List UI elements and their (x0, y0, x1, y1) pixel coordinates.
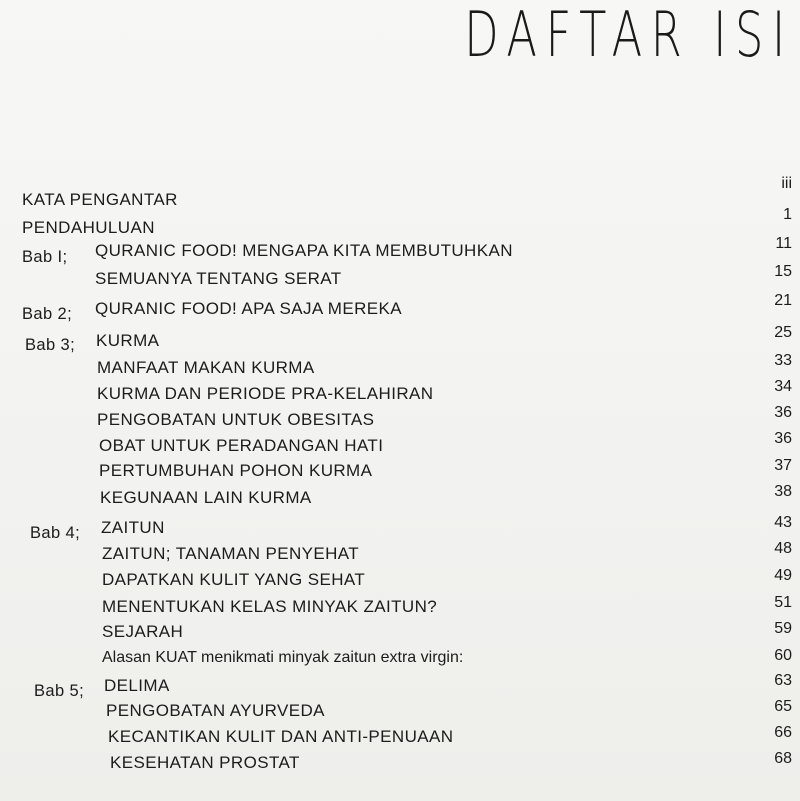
toc-page-number: 36 (774, 404, 792, 421)
toc-entry-text: Alasan KUAT menikmati minyak zaitun extra virgin: (102, 649, 464, 666)
chapter-label: Bab I; (22, 248, 68, 266)
chapter-label: Bab 3; (25, 336, 76, 354)
toc-entry-text: OBAT UNTUK PERADANGAN HATI (99, 436, 384, 455)
toc-entry-text: DAPATKAN KULIT YANG SEHAT (102, 570, 366, 589)
toc-page-number: 15 (774, 263, 792, 280)
toc-page-number: 43 (774, 514, 792, 531)
toc-entry-text: QURANIC FOOD! APA SAJA MEREKA (95, 299, 402, 318)
toc-entry-text: PENGOBATAN AYURVEDA (106, 701, 325, 720)
toc-page-number: 60 (774, 647, 792, 664)
toc-entry-text: QURANIC FOOD! MENGAPA KITA MEMBUTUHKAN (95, 241, 513, 260)
toc-page-number: 25 (774, 324, 792, 341)
toc-entry-text: PENGOBATAN UNTUK OBESITAS (97, 410, 375, 429)
chapter-label: Bab 5; (34, 682, 85, 700)
toc-page-number: 21 (774, 292, 792, 309)
toc-page-number: 1 (783, 206, 792, 223)
toc-page-number: 48 (774, 540, 792, 557)
toc-entry-text: KURMA DAN PERIODE PRA-KELAHIRAN (97, 384, 434, 403)
toc-page-number: 51 (774, 594, 792, 611)
toc-page-number: 59 (774, 620, 792, 637)
toc-entry-text: KATA PENGANTAR (22, 190, 178, 209)
toc-entry-text: MANFAAT MAKAN KURMA (97, 358, 315, 377)
toc-entry-text: ZAITUN (101, 518, 165, 537)
toc-entry-text: PERTUMBUHAN POHON KURMA (99, 461, 373, 480)
toc-page-number: 68 (774, 750, 792, 767)
toc-page-number: 37 (774, 457, 792, 474)
toc-page-number: iii (781, 175, 792, 192)
toc-page-number: 66 (774, 724, 792, 741)
toc-entry-text: KURMA (96, 331, 160, 350)
toc-page-number: 34 (774, 378, 792, 395)
toc-entry-text: KEGUNAAN LAIN KURMA (100, 488, 312, 507)
toc-page-number: 36 (774, 430, 792, 447)
toc-page-number: 33 (774, 352, 792, 369)
chapter-label: Bab 4; (30, 524, 81, 542)
toc-page-number: 65 (774, 698, 792, 715)
page-title: DAFTAR ISI (464, 0, 794, 71)
toc-entry-text: SEMUANYA TENTANG SERAT (95, 269, 342, 288)
toc-page-number: 49 (774, 567, 792, 584)
chapter-label: Bab 2; (22, 305, 73, 323)
toc-entry-text: MENENTUKAN KELAS MINYAK ZAITUN? (102, 597, 438, 616)
toc-entry-text: DELIMA (104, 676, 170, 695)
toc-entry-text: PENDAHULUAN (22, 218, 155, 237)
toc-entry-text: ZAITUN; TANAMAN PENYEHAT (102, 544, 360, 563)
toc-page-number: 63 (774, 672, 792, 689)
toc-page-number: 11 (775, 235, 792, 252)
toc-entry-text: KECANTIKAN KULIT DAN ANTI-PENUAAN (108, 727, 454, 746)
toc-entry-text: SEJARAH (102, 622, 184, 641)
toc-page-number: 38 (774, 483, 792, 500)
toc-entry-text: KESEHATAN PROSTAT (110, 753, 300, 772)
